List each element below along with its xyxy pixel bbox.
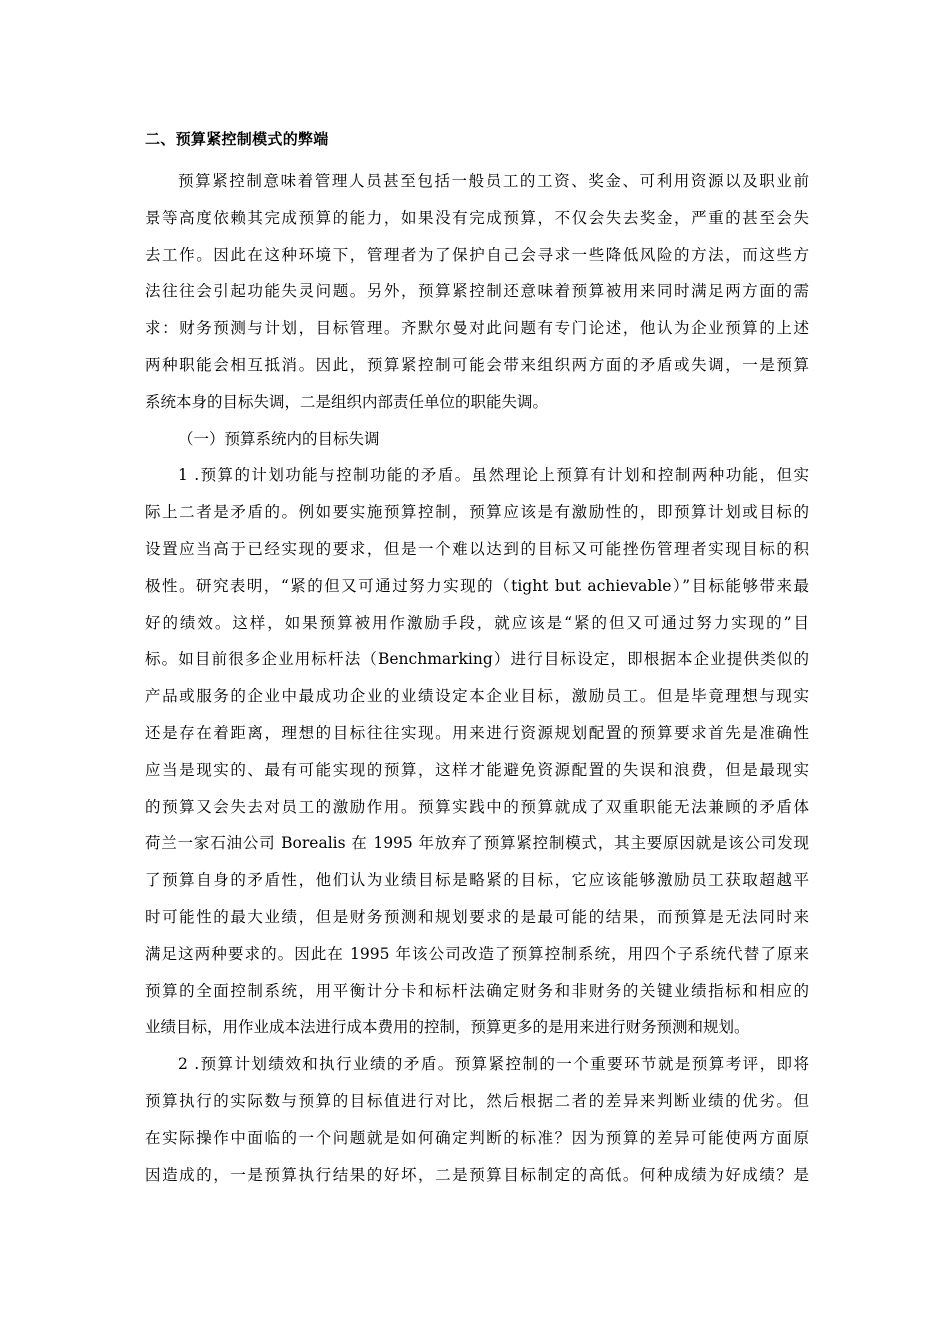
text-line: 因造成的，一是预算执行结果的好坏，二是预算目标制定的高低。何种成绩为好成绩？是 [145,1165,809,1184]
text-line: 时可能性的最大业绩，但是财务预测和规划要求的是最可能的结果，而预算是无法同时来 [145,907,809,926]
text-line: 2 .预算计划绩效和执行业绩的矛盾。预算紧控制的一个重要环节就是预算考评，即将 [178,1055,809,1074]
paragraph-lines [145,163,809,1193]
text-line: 在实际操作中面临的一个问题就是如何确定判断的标准？因为预算的差异可能使两方面原 [145,1128,809,1147]
text-line: 极性。研究表明，“紧的但又可通过努力实现的（tight but achievable）”目标能够带来最 [145,576,809,595]
text-line: 求：财务预测与计划，目标管理。齐默尔曼对此问题有专门论述，他认为企业预算的上述 [145,319,809,338]
text-line: 际上二者是矛盾的。例如要实施预算控制，预算应该是有激励性的，即预算计划或目标的 [145,503,809,522]
text-line: 标。如目前很多企业用标杆法（Benchmarking）进行目标设定，即根据本企业提供类似的 [145,650,809,669]
text-line: 满足这两种要求的。因此在 1995 年该公司改造了预算控制系统，用四个子系统代替了原来 [145,944,809,963]
text-line: 好的绩效。这样，如果预算被用作激励手段，就应该是“紧的但又可通过努力实现的”目 [145,613,809,632]
text-line: 预算的全面控制系统，用平衡计分卡和标杆法确定财务和非财务的关键业绩指标和相应的 [145,981,809,1000]
text-line: 了预算自身的矛盾性，他们认为业绩目标是略紧的目标，它应该能够激励员工获取超越平 [145,871,809,890]
text-line: 预算紧控制意味着管理人员甚至包括一般员工的工资、奖金、可利用资源以及职业前 [178,172,809,190]
text-line: 业绩目标，用作业成本法进行成本费用的控制，预算更多的是用来进行财务预测和规划。 [145,1018,750,1037]
text-line: 的预算又会失去对员工的激励作用。预算实践中的预算就成了双重职能无法兼顾的矛盾体 [145,797,809,816]
text-line: 系统本身的目标失调，二是组织内部责任单位的职能失调。 [145,392,549,411]
text-line: 景等高度依赖其完成预算的能力，如果没有完成预算，不仅会失去奖金，严重的甚至会失 [145,208,809,227]
text-line: 设置应当高于已经实现的要求，但是一个难以达到的目标又可能挫伤管理者实现目标的积 [145,539,809,558]
text-line: 法往往会引起功能失灵问题。另外，预算紧控制还意味着预算被用来同时满足两方面的需 [145,282,809,301]
text-line: 去工作。因此在这种环境下，管理者为了保护自己会寻求一些降低风险的方法，而这些方 [145,245,809,264]
text-line: 两种职能会相互抵消。因此，预算紧控制可能会带来组织两方面的矛盾或失调，一是预算 [145,355,809,374]
text-line: 荷兰一家石油公司 Borealis 在 1995 年放弃了预算紧控制模式，其主要原因就是该公司发现 [145,834,809,853]
text-line: 产品或服务的企业中最成功企业的业绩设定本企业目标，激励员工。但是毕竟理想与现实 [145,687,809,706]
section-heading: 二、预算紧控制模式的弊端 [145,130,329,148]
text-body [145,127,809,1193]
text-line: 1 .预算的计划功能与控制功能的矛盾。虽然理论上预算有计划和控制两种功能，但实 [178,466,809,485]
text-line: （一）预算系统内的目标失调 [178,429,380,448]
text-line: 应当是现实的、最有可能实现的预算，这样才能避免资源配置的失误和浪费，但是最现实 [145,760,809,779]
text-line: 预算执行的实际数与预算的目标值进行对比，然后根据二者的差异来判断业绩的优劣。但 [145,1091,809,1110]
text-line: 还是存在着距离，理想的目标往往实现。用来进行资源规划配置的预算要求首先是准确性 [145,723,809,742]
